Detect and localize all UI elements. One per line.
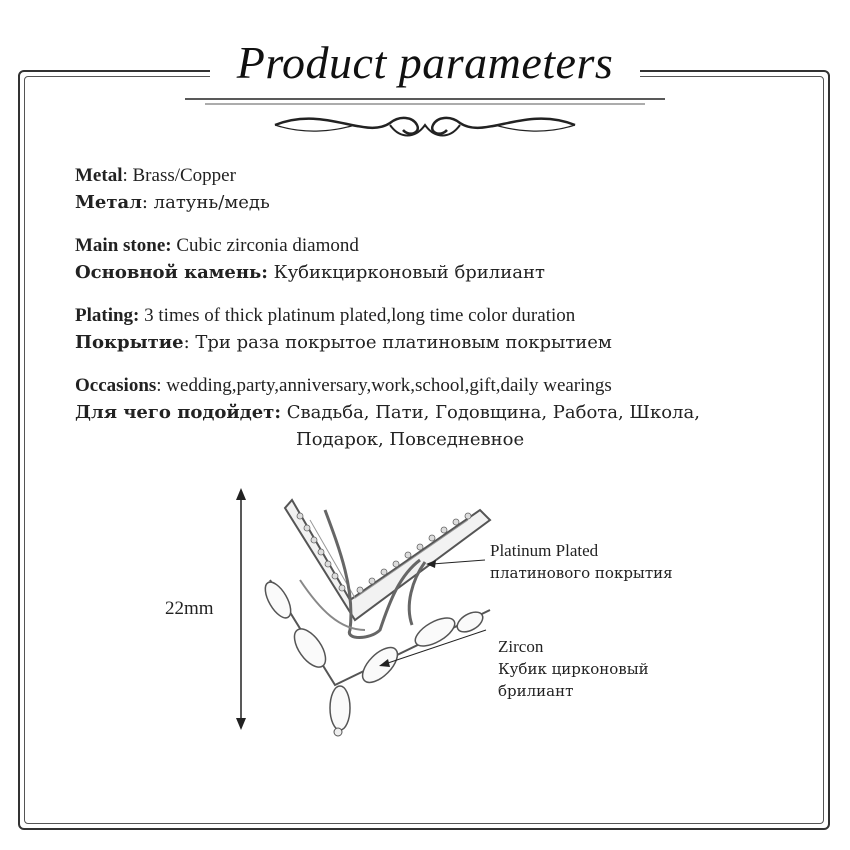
spec-list [75,162,805,469]
plating-callout-ru: платинового покрытия [490,564,673,582]
zircon-callout [498,636,649,702]
occasions-value-ru: Свадьба, Пати, Годовщина, Работа, Школа, [280,402,700,423]
plating-value-ru: : Три раза покрытое платиновым покрытием [183,332,612,353]
spec-metal [75,162,805,216]
size-label: 22mm [165,598,214,619]
main-stone-value: Cubic zirconia diamond [171,235,359,256]
occasions-label: Occasions [75,375,157,396]
metal-value-ru: : латунь/медь [141,192,270,213]
plating-value: 3 times of thick platinum plated,long time color duration [139,305,576,326]
occasions-value: : wedding,party,anniversary,work,school,gift,daily wearings [156,375,612,396]
spec-plating [75,302,805,356]
occasions-value-ru-2: Подарок, Повседневное [296,429,525,450]
metal-label: Metal [75,165,123,186]
plating-callout-en: Platinum Plated [490,541,599,560]
plating-pointer-icon [426,560,485,568]
ring-icon [260,500,490,736]
metal-value: : Brass/Copper [122,165,236,186]
plating-label: Plating: [75,305,140,326]
spec-occasions [75,372,805,453]
dimension-arrow-icon [236,488,246,730]
occasions-label-ru: Для чего подойдет: [75,402,281,423]
ring-diagram [150,480,750,780]
plating-label-ru: Покрытие [75,332,184,353]
metal-label-ru: Метал [75,192,142,213]
main-stone-label-ru: Основной камень: [75,262,268,283]
main-stone-value-ru: Кубикцирконовый брилиант [267,262,545,283]
spec-main-stone [75,232,805,286]
plating-callout [490,540,673,584]
zircon-callout-ru-1: Кубик цирконовый [498,660,649,678]
main-stone-label: Main stone: [75,235,172,256]
zircon-callout-en: Zircon [498,637,544,656]
zircon-callout-ru-2: брилиант [498,682,574,700]
flourish-ornament-icon [185,95,665,145]
page-title: Product parameters [236,37,614,88]
